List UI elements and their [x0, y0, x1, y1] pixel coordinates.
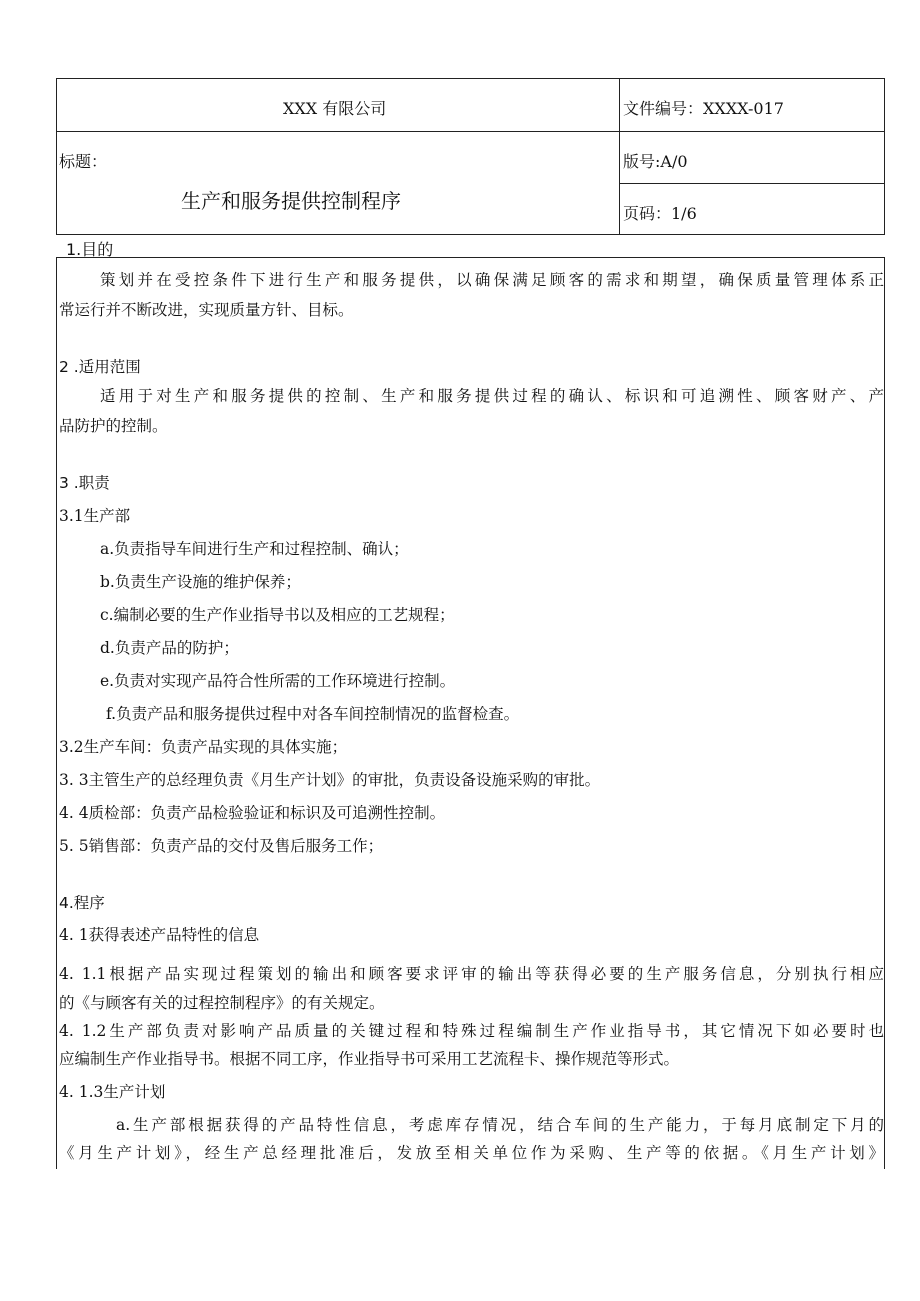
header-table	[56, 78, 885, 235]
header-divider	[619, 79, 620, 234]
paragraph-line: a.生产部根据获得的产品特性信息，考虑库存情况，结合车间的生产能力，于每月底制定下月的	[116, 1116, 884, 1134]
list-item: e.负责对实现产品符合性所需的工作环境进行控制。	[100, 672, 456, 690]
paragraph-line: 的《与顾客有关的过程控制程序》的有关规定。	[59, 994, 385, 1012]
list-item: c.编制必要的生产作业指导书以及相应的工艺规程；	[100, 606, 455, 624]
header-divider	[57, 131, 884, 132]
document-title: 生产和服务提供控制程序	[181, 189, 401, 213]
paragraph-line: 品防护的控制。	[59, 417, 168, 435]
paragraph-line: 常运行并不断改进，实现质量方针、目标。	[59, 301, 354, 319]
section-1-heading: 1.目的	[66, 240, 114, 259]
version-number: 版号:A/0	[623, 152, 688, 171]
list-item: d.负责产品的防护；	[100, 639, 239, 657]
section-4-heading: 4.程序	[59, 894, 105, 912]
subsection-line: 4. 4质检部：负责产品检验验证和标识及可追溯性控制。	[59, 804, 446, 822]
subsection-heading: 4. 1.3生产计划	[59, 1083, 166, 1101]
page-number: 页码：1/6	[623, 204, 697, 223]
subsection-line: 3.2生产车间：负责产品实现的具体实施；	[59, 738, 348, 756]
list-item: f.负责产品和服务提供过程中对各车间控制情况的监督检查。	[106, 705, 520, 723]
company-name: XXX 有限公司	[283, 99, 387, 118]
document-number: 文件编号：XXXX-017	[623, 99, 784, 118]
paragraph-line: 策划并在受控条件下进行生产和服务提供，以确保满足顾客的需求和期望，确保质量管理体系正	[100, 271, 884, 289]
section-3-heading: 3 .职责	[59, 474, 110, 492]
subsection-heading: 4. 1获得表述产品特性的信息	[59, 926, 260, 944]
paragraph-line: 4. 1.1根据产品实现过程策划的输出和顾客要求评审的输出等获得必要的生产服务信息，分别执行相应	[59, 965, 884, 983]
header-divider	[619, 183, 884, 184]
paragraph-line: 适用于对生产和服务提供的控制、生产和服务提供过程的确认、标识和可追溯性、顾客财产、产	[100, 387, 884, 405]
title-label: 标题：	[59, 152, 108, 171]
subsection-line: 5. 5销售部：负责产品的交付及售后服务工作；	[59, 837, 384, 855]
section-2-heading: 2 .适用范围	[59, 358, 141, 376]
list-item: b.负责生产设施的维护保养；	[100, 573, 301, 591]
paragraph-line: 4. 1.2生产部负责对影响产品质量的关键过程和特殊过程编制生产作业指导书，其它情况下如必要时也	[59, 1022, 884, 1040]
paragraph-line: 应编制生产作业指导书。根据不同工序，作业指导书可采用工艺流程卡、操作规范等形式。	[59, 1050, 680, 1068]
paragraph-line: 《月生产计划》，经生产总经理批准后，发放至相关单位作为采购、生产等的依据。《月生产计划》	[59, 1144, 884, 1162]
subsection-heading: 3.1生产部	[59, 507, 131, 525]
subsection-line: 3. 3主管生产的总经理负责《月生产计划》的审批，负责设备设施采购的审批。	[59, 771, 601, 789]
list-item: a.负责指导车间进行生产和过程控制、确认；	[100, 540, 409, 558]
